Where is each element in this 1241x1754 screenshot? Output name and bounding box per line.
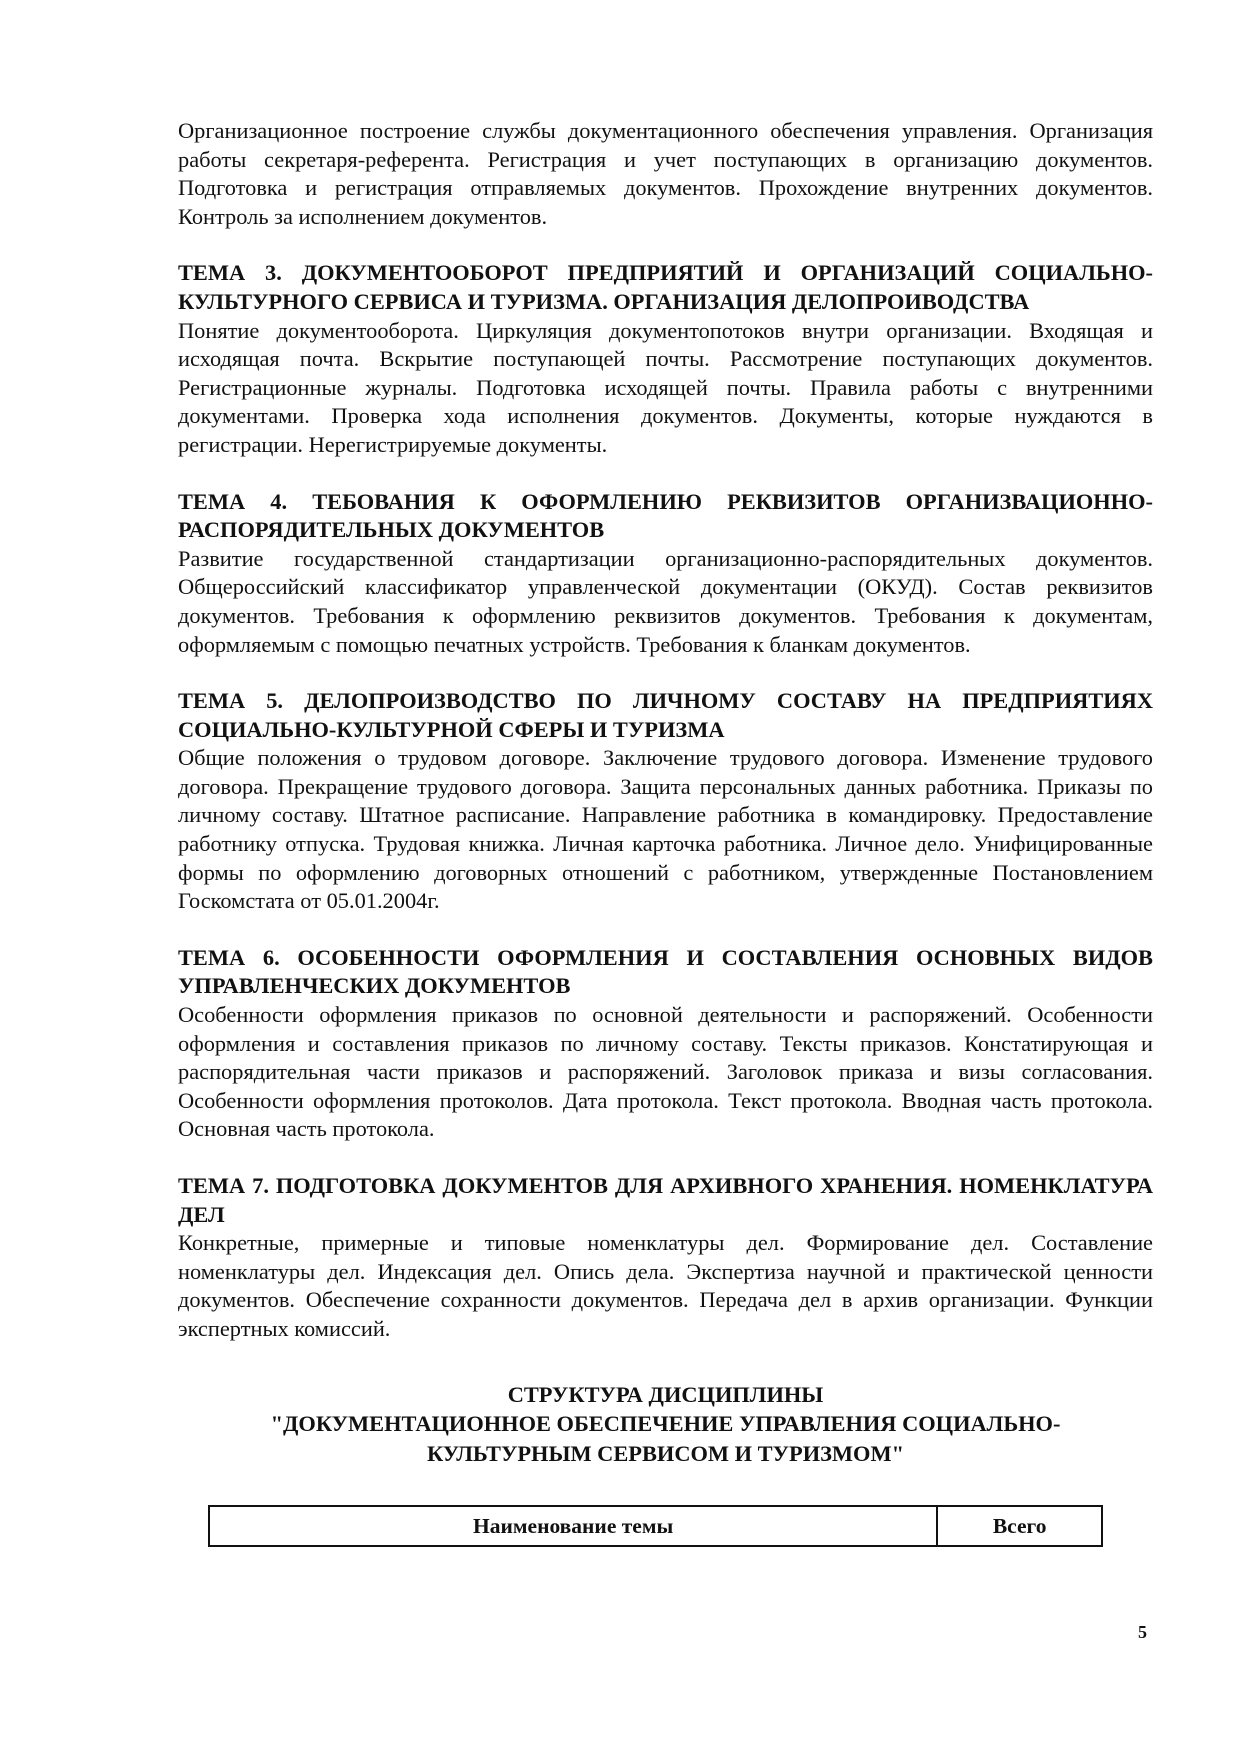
- topic-4-section: [178, 488, 1153, 660]
- topic-7-section: [178, 1172, 1153, 1344]
- topic-4-body: Развитие государственной стандартизации организационно-распорядительных документов. Общероссийский классификатор управленческой документации (ОКУД). Состав реквизитов документов. Требования к оформлению реквизитов документов. Требования к документам, оформляемым с помощью печатных устройств. Требования к бланкам документов.: [178, 545, 1153, 657]
- page-number: 5: [1138, 1622, 1147, 1642]
- topic-6-title: ТЕМА 6. ОСОБЕННОСТИ ОФОРМЛЕНИЯ И СОСТАВЛЕНИЯ ОСНОВНЫХ ВИДОВ УПРАВЛЕНЧЕСКИХ ДОКУМЕНТОВ: [178, 944, 1153, 999]
- topic-5-body: Общие положения о трудовом договоре. Заключение трудового договора. Изменение трудового договора. Прекращение трудового договора. Защита персональных данных работника. Приказы по личному составу. Штатное расписание. Направление работника в командировку. Предоставление работнику отпуска. Трудовая книжка. Личная карточка работника. Личное дело. Унифицированные формы по оформлению договорных отношений с работником, утвержденные Постановлением Госкомстата от 05.01.2004г.: [178, 745, 1153, 914]
- topic-5-section: [178, 687, 1153, 916]
- structure-heading: [178, 1380, 1153, 1469]
- structure-heading-line-1: СТРУКТУРА ДИСЦИПЛИНЫ: [507, 1381, 824, 1407]
- topic-7-body: Конкретные, примерные и типовые номенклатуры дел. Формирование дел. Составление номенклатуры дел. Индексация дел. Опись дела. Экспертиза научной и практической ценности документов. Обеспечение сохранности документов. Передача дел в архив организации. Функции экспертных комиссий.: [178, 1230, 1153, 1341]
- topic-5-title: ТЕМА 5. ДЕЛОПРОИЗВОДСТВО ПО ЛИЧНОМУ СОСТАВУ НА ПРЕДПРИЯТИЯХ СОЦИАЛЬНО-КУЛЬТУРНОЙ СФЕРЫ И ТУРИЗМА: [178, 688, 1153, 742]
- intro-paragraph: Организационное построение службы документационного обеспечения управления. Организация работы секретаря-референта. Регистрация и учет поступающих в организацию документов. Подготовка и регистрация отправляемых документов. Прохождение внутренних документов. Контроль за исполнением документов.: [178, 118, 1153, 229]
- topic-3-title: ТЕМА 3. ДОКУМЕНТООБОРОТ ПРЕДПРИЯТИЙ И ОРГАНИЗАЦИЙ СОЦИАЛЬНО-КУЛЬТУРНОГО СЕРВИСА И ТУРИЗМА. ОРГАНИЗАЦИЯ ДЕЛОПРОИВОДСТВА: [178, 260, 1153, 314]
- topic-6-body: Особенности оформления приказов по основной деятельности и распоряжений. Особенности оформления и составления приказов по личному составу. Тексты приказов. Констатирующая и распорядительная части приказов и распоряжений. Заголовок приказа и визы согласования. Особенности оформления протоколов. Дата протокола. Текст протокола. Вводная часть протокола. Основная часть протокола.: [178, 1002, 1153, 1142]
- table-header-topic-name: Наименование темы: [209, 1506, 937, 1546]
- structure-table: [208, 1505, 1103, 1547]
- document-page: [178, 117, 1153, 1547]
- table-header-row: [209, 1506, 1102, 1546]
- structure-heading-line-3: КУЛЬТУРНЫМ СЕРВИСОМ И ТУРИЗМОМ": [426, 1440, 905, 1466]
- table-header-total: Всего: [937, 1506, 1102, 1546]
- topic-7-title: ТЕМА 7. ПОДГОТОВКА ДОКУМЕНТОВ ДЛЯ АРХИВНОГО ХРАНЕНИЯ. НОМЕНКЛАТУРА ДЕЛ: [178, 1173, 1153, 1227]
- topic-6-section: [178, 944, 1153, 1144]
- topic-3-section: [178, 259, 1153, 459]
- topic-4-title: ТЕМА 4. ТЕБОВАНИЯ К ОФОРМЛЕНИЮ РЕКВИЗИТОВ ОРГАНИЗВАЦИОННО-РАСПОРЯДИТЕЛЬНЫХ ДОКУМЕНТОВ: [178, 488, 1153, 543]
- topic-3-body: Понятие документооборота. Циркуляция документопотоков внутри организации. Входящая и исходящая почта. Вскрытие поступающей почты. Рассмотрение поступающих документов. Регистрационные журналы. Подготовка исходящей почты. Правила работы с внутренними документами. Проверка хода исполнения документов. Документы, которые нуждаются в регистрации. Нерегистрируемые документы.: [178, 317, 1153, 457]
- structure-heading-line-2: "ДОКУМЕНТАЦИОННОЕ ОБЕСПЕЧЕНИЕ УПРАВЛЕНИЯ СОЦИАЛЬНО-: [270, 1411, 1061, 1437]
